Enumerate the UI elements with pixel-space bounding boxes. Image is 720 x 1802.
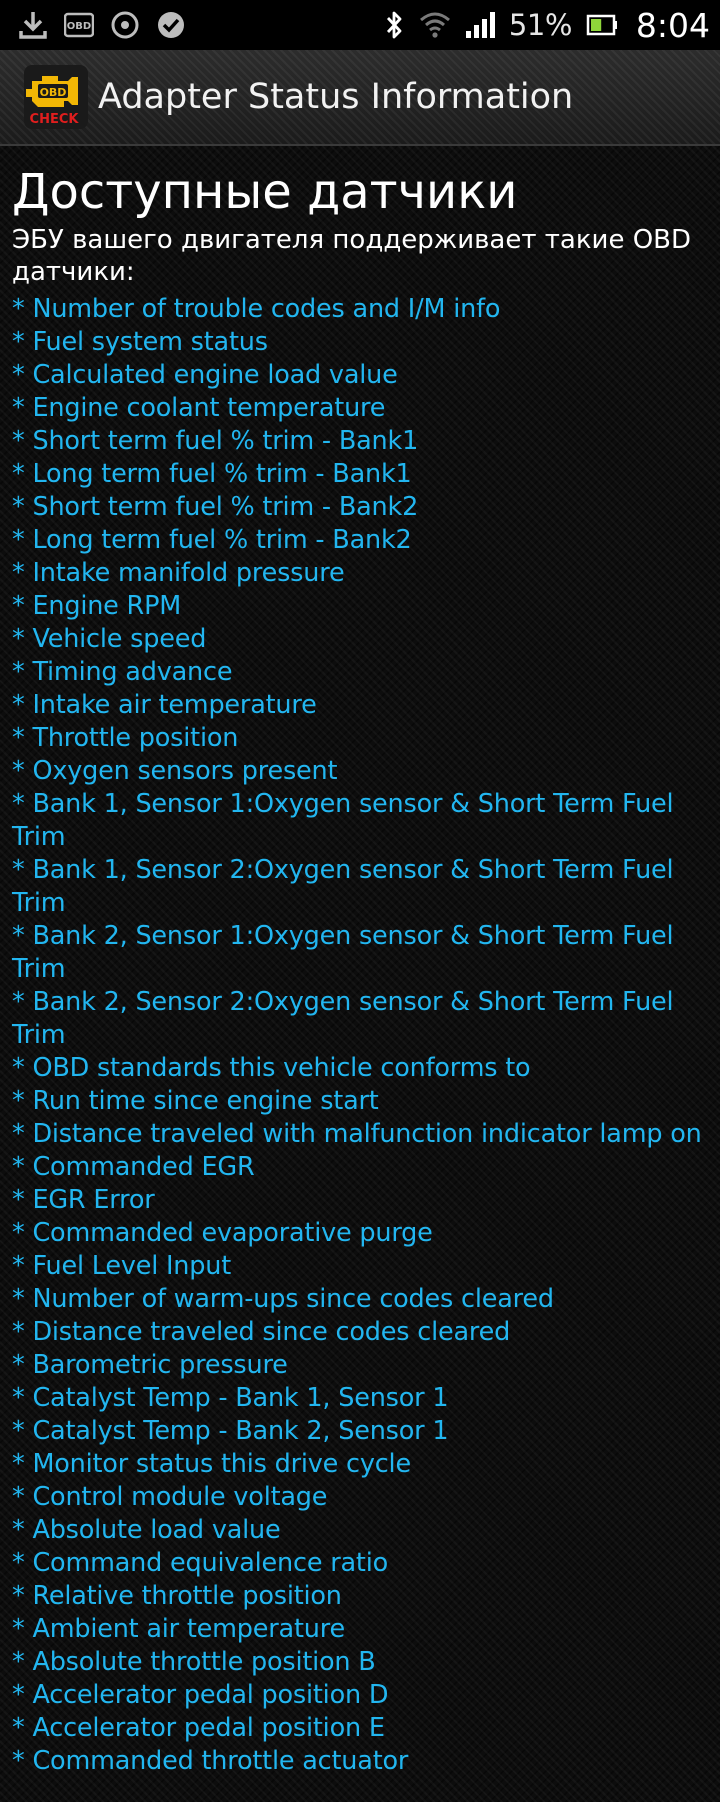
sensor-item: * Long term fuel % trim - Bank2 xyxy=(12,525,412,555)
sensor-item: * Intake air temperature xyxy=(12,690,317,720)
status-bar xyxy=(0,0,720,50)
check-bubble-icon xyxy=(156,10,186,40)
sensor-item: * Catalyst Temp - Bank 1, Sensor 1 xyxy=(12,1383,449,1413)
sensor-item: * Accelerator pedal position D xyxy=(12,1680,389,1710)
sensor-item: * Short term fuel % trim - Bank2 xyxy=(12,492,419,522)
sensor-list xyxy=(12,293,708,1778)
obd-icon xyxy=(64,12,94,38)
main-content xyxy=(0,148,720,1778)
sensor-item: * Distance traveled since codes cleared xyxy=(12,1317,511,1347)
sensor-item: * Bank 2, Sensor 2:Oxygen sensor & Short Term Fuel Trim xyxy=(12,987,674,1050)
sensor-item: * Number of warm-ups since codes cleared xyxy=(12,1284,554,1314)
download-icon xyxy=(18,9,48,41)
sensor-item: * Fuel Level Input xyxy=(12,1251,232,1281)
battery-icon xyxy=(586,13,618,37)
obd-check-logo-icon[interactable] xyxy=(24,65,88,129)
sensor-item: * Long term fuel % trim - Bank1 xyxy=(12,459,412,489)
sensor-item: * Timing advance xyxy=(12,657,233,687)
section-heading: Доступные датчики xyxy=(12,164,518,220)
sensor-item: * Engine coolant temperature xyxy=(12,393,386,423)
sensor-item: * Commanded evaporative purge xyxy=(12,1218,433,1248)
wifi-icon xyxy=(419,11,451,39)
action-bar xyxy=(0,50,720,146)
sensor-item: * Command equivalence ratio xyxy=(12,1548,389,1578)
sensor-item: * Run time since engine start xyxy=(12,1086,379,1116)
sensor-item: * Bank 1, Sensor 1:Oxygen sensor & Short Term Fuel Trim xyxy=(12,789,674,852)
sensor-item: * Calculated engine load value xyxy=(12,360,398,390)
battery-fill xyxy=(591,19,601,31)
sensor-item: * Short term fuel % trim - Bank1 xyxy=(12,426,419,456)
sensor-item: * Engine RPM xyxy=(12,591,182,621)
logo-text-bottom: CHECK xyxy=(29,112,79,127)
sensor-item: * Oxygen sensors present xyxy=(12,756,338,786)
sensor-item: * Commanded throttle actuator xyxy=(12,1746,409,1776)
cell-signal-icon xyxy=(465,11,495,39)
page-title: Adapter Status Information xyxy=(98,77,574,117)
bluetooth-icon xyxy=(383,9,405,41)
sensor-item: * Number of trouble codes and I/M info xyxy=(12,294,501,324)
sensor-item: * Accelerator pedal position E xyxy=(12,1713,385,1743)
sensor-item: * Catalyst Temp - Bank 2, Sensor 1 xyxy=(12,1416,449,1446)
sensor-item: * Throttle position xyxy=(12,723,239,753)
sensor-item: * Control module voltage xyxy=(12,1482,328,1512)
sensor-item: * Barometric pressure xyxy=(12,1350,288,1380)
sensor-item: * Absolute throttle position B xyxy=(12,1647,376,1677)
sensor-item: * Commanded EGR xyxy=(12,1152,255,1182)
sensor-item: * Vehicle speed xyxy=(12,624,207,654)
sensor-item: * OBD standards this vehicle conforms to xyxy=(12,1053,531,1083)
sensor-item: * Monitor status this drive cycle xyxy=(12,1449,411,1479)
sensor-item: * Bank 1, Sensor 2:Oxygen sensor & Short Term Fuel Trim xyxy=(12,855,674,918)
intro-text: ЭБУ вашего двигателя поддерживает такие OBD датчики: xyxy=(12,225,692,287)
sensor-item: * Bank 2, Sensor 1:Oxygen sensor & Short Term Fuel Trim xyxy=(12,921,674,984)
system-indicators xyxy=(383,6,710,45)
circle-dot-icon xyxy=(110,10,140,40)
sensor-item: * Intake manifold pressure xyxy=(12,558,345,588)
sensor-item: * Relative throttle position xyxy=(12,1581,342,1611)
sensor-item: * Fuel system status xyxy=(12,327,268,357)
obd-icon-text: OBD xyxy=(66,21,92,32)
sensor-item: * EGR Error xyxy=(12,1185,155,1215)
battery-percentage: 51% xyxy=(508,8,572,42)
sensor-item: * Ambient air temperature xyxy=(12,1614,345,1644)
sensor-item: * Absolute load value xyxy=(12,1515,281,1545)
clock: 8:04 xyxy=(635,5,710,45)
logo-text-top: OBD xyxy=(39,86,67,99)
sensor-item: * Distance traveled with malfunction indicator lamp on xyxy=(12,1119,702,1149)
notification-icons xyxy=(18,9,186,41)
